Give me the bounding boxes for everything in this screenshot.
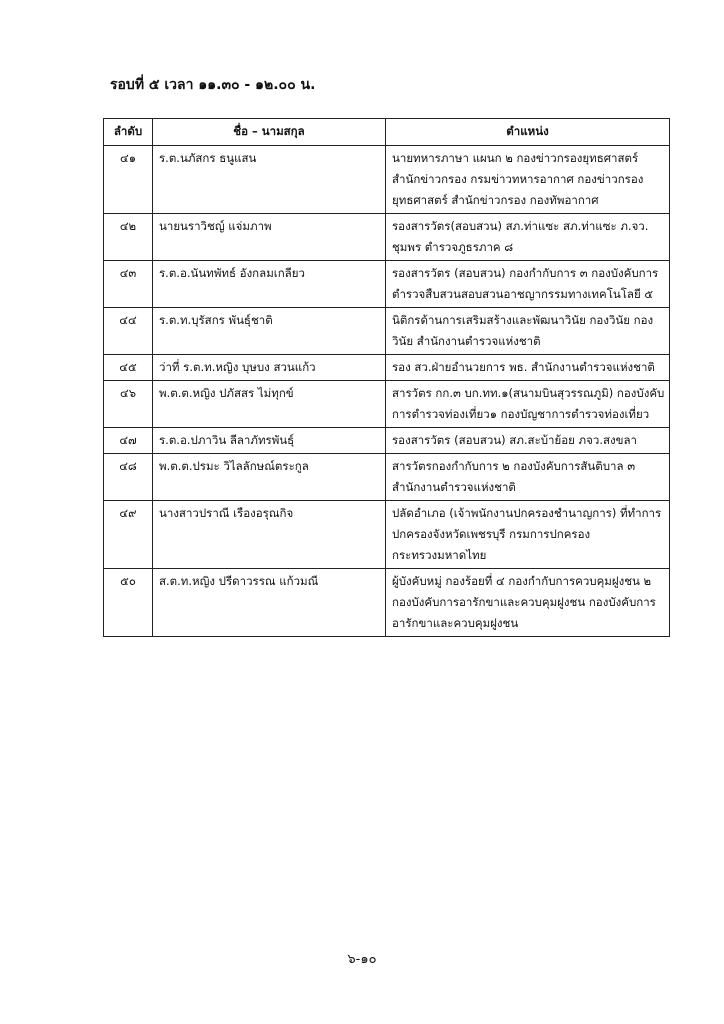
row-number: ๔๖ — [104, 381, 153, 428]
position-line: ปลัดอำเภอ (เจ้าพนักงานปกครองชำนาญการ) ที่ทำการ — [392, 506, 662, 520]
position-line: สารวัตร กก.๓ บก.ทท.๑(สนามบินสุวรรณภูมิ) กองบังคับ — [392, 386, 665, 400]
table-row — [104, 428, 670, 454]
row-full-name: นายนราวิชญ์ แจ่มภาพ — [153, 214, 386, 261]
row-number: ๔๘ — [104, 454, 153, 501]
row-position — [386, 454, 670, 501]
row-position — [386, 355, 670, 381]
position-line: นายทหารภาษา แผนก ๒ กองข่าวกรองยุทธศาสตร์ — [392, 151, 639, 165]
row-position — [386, 569, 670, 637]
position-line: รองสารวัตร (สอบสวน) กองกำกับการ ๓ กองบังคับการ — [392, 266, 659, 280]
row-position — [386, 428, 670, 454]
position-line: กระทรวงมหาดไทย — [392, 548, 487, 562]
row-position — [386, 261, 670, 308]
position-line: ตำรวจสืบสวนสอบสวนอาชญากรรมทางเทคโนโลยี ๕ — [392, 287, 654, 301]
row-full-name: พ.ต.ต.หญิง ปภัสสร ไม่ทุกข์ — [153, 381, 386, 428]
table-body — [104, 146, 670, 637]
header-name: ชื่อ – นามสกุล — [153, 119, 386, 146]
row-position — [386, 214, 670, 261]
row-number: ๔๙ — [104, 501, 153, 569]
table-row — [104, 146, 670, 214]
row-full-name: ร.ต.นภัสกร ธนูแสน — [153, 146, 386, 214]
position-line: การตำรวจท่องเที่ยว๑ กองบัญชาการตำรวจท่องเที่ยว — [392, 407, 650, 421]
table-row — [104, 214, 670, 261]
position-line: นิติกรด้านการเสริมสร้างและพัฒนาวินัย กองวินัย กอง — [392, 313, 654, 327]
table-row — [104, 501, 670, 569]
row-full-name: ร.ต.อ.นันทพัทธ์ อังกลมเกลียว — [153, 261, 386, 308]
row-number: ๔๗ — [104, 428, 153, 454]
row-number: ๔๒ — [104, 214, 153, 261]
table-row — [104, 308, 670, 355]
table-row — [104, 261, 670, 308]
row-position — [386, 146, 670, 214]
table-row — [104, 381, 670, 428]
row-position — [386, 308, 670, 355]
position-line: สำนักข่าวกรอง กรมข่าวทหารอากาศ กองข่าวกรอง — [392, 172, 644, 186]
table-row — [104, 569, 670, 637]
row-full-name: ร.ต.ท.บุรัสกร พันธุ์ชาติ — [153, 308, 386, 355]
row-number: ๔๔ — [104, 308, 153, 355]
attendee-table — [103, 118, 670, 637]
header-no: ลำดับ — [104, 119, 153, 146]
position-line: สำนักงานตำรวจแห่งชาติ — [392, 480, 516, 494]
position-line: รองสารวัตร(สอบสวน) สภ.ท่าแซะ สภ.ท่าแซะ ภ.จว. — [392, 219, 649, 233]
position-line: ผู้บังคับหมู่ กองร้อยที่ ๔ กองกำกับการควบคุมฝูงชน ๒ — [392, 574, 652, 588]
row-position — [386, 501, 670, 569]
row-number: ๔๓ — [104, 261, 153, 308]
row-number: ๕๐ — [104, 569, 153, 637]
table-row — [104, 454, 670, 501]
position-line: รอง สว.ฝ่ายอำนวยการ พธ. สำนักงานตำรวจแห่งชาติ — [392, 360, 655, 374]
row-position — [386, 381, 670, 428]
header-position: ตำแหน่ง — [386, 119, 670, 146]
table-row — [104, 355, 670, 381]
row-full-name: ร.ต.อ.ปภาวิน ลีลาภัทรพันธุ์ — [153, 428, 386, 454]
position-line: กองบังคับการอารักขาและควบคุมฝูงชน กองบังคับการ — [392, 595, 656, 609]
row-full-name: พ.ต.ต.ปรมะ วิไลลักษณ์ตระกูล — [153, 454, 386, 501]
position-line: สารวัตรกองกำกับการ ๒ กองบังคับการสันติบาล ๓ — [392, 459, 636, 473]
row-number: ๔๕ — [104, 355, 153, 381]
position-line: วินัย สำนักงานตำรวจแห่งชาติ — [392, 334, 541, 348]
page-number: ๖-๑๐ — [347, 952, 377, 967]
row-number: ๔๑ — [104, 146, 153, 214]
position-line: ปกครองจังหวัดเพชรบุรี กรมการปกครอง — [392, 527, 591, 541]
position-line: ยุทธศาสตร์ สำนักข่าวกรอง กองทัพอากาศ — [392, 193, 599, 207]
table-header-row — [104, 119, 670, 146]
row-full-name: นางสาวปราณี เรืองอรุณกิจ — [153, 501, 386, 569]
row-full-name: ว่าที่ ร.ต.ท.หญิง บุษบง สวนแก้ว — [153, 355, 386, 381]
position-line: อารักขาและควบคุมฝูงชน — [392, 616, 519, 630]
row-full-name: ส.ต.ท.หญิง ปรีดาวรรณ แก้วมณี — [153, 569, 386, 637]
position-line: รองสารวัตร (สอบสวน) สภ.สะบ้าย้อย ภจว.สงขลา — [392, 433, 637, 447]
session-heading: รอบที่ ๕ เวลา ๑๑.๓๐ - ๑๒.๐๐ น. — [110, 77, 316, 93]
position-line: ชุมพร ตำรวจภูธรภาค ๘ — [392, 240, 514, 254]
